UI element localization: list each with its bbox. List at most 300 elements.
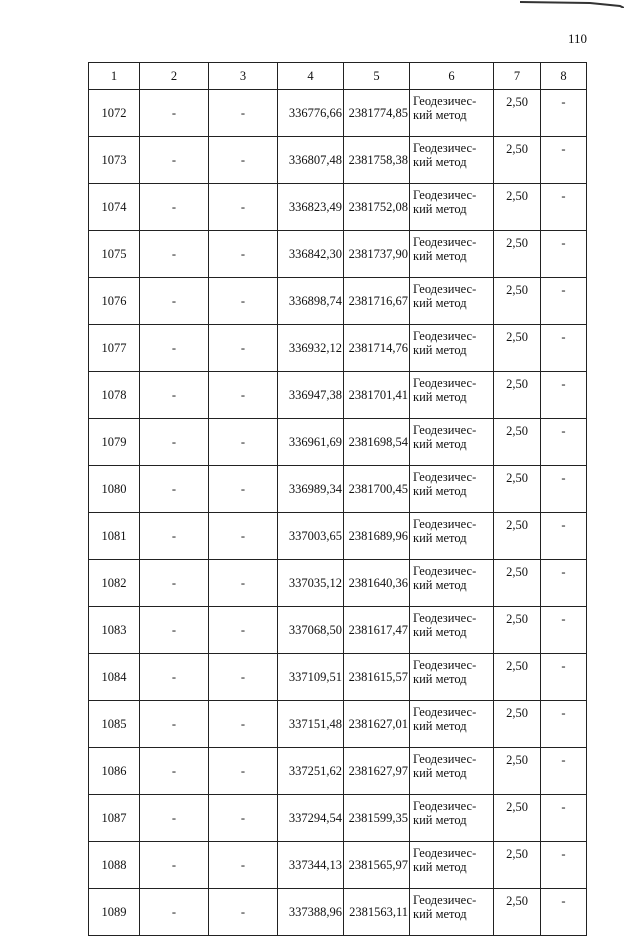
column-3-cell <box>209 278 278 325</box>
scan-corner-mark <box>520 0 624 8</box>
accuracy-cell-text: 2,50 <box>506 283 528 297</box>
column-3-cell <box>209 231 278 278</box>
column-8-cell <box>541 513 587 560</box>
point-number-cell <box>89 278 140 325</box>
coordinate-x-cell <box>278 560 344 607</box>
method-text-line: Геодезичес- <box>413 376 477 390</box>
table-row <box>89 513 587 560</box>
column-header: 1 <box>89 63 140 90</box>
column-3-cell-text: - <box>240 623 246 637</box>
method-text-line: Геодезичес- <box>413 564 477 578</box>
coordinate-x-cell-text: 336989,34 <box>288 482 342 496</box>
column-3-cell <box>209 325 278 372</box>
coordinate-y-cell <box>344 90 410 137</box>
method-text-line: кий метод <box>413 672 467 686</box>
accuracy-cell-text: 2,50 <box>506 189 528 203</box>
coordinate-y-cell-text: 2381714,76 <box>348 341 408 355</box>
column-3-cell <box>209 137 278 184</box>
coordinate-y-cell <box>344 231 410 278</box>
point-number-cell-text: 1084 <box>101 670 127 684</box>
column-2-cell-text: - <box>171 482 177 496</box>
column-8-cell <box>541 654 587 701</box>
accuracy-cell-text: 2,50 <box>506 236 528 250</box>
column-2-cell <box>140 654 209 701</box>
column-2-cell <box>140 513 209 560</box>
accuracy-cell-text: 2,50 <box>506 518 528 532</box>
coordinate-x-cell <box>278 184 344 231</box>
column-header: 4 <box>278 63 344 90</box>
coordinate-x-cell <box>278 607 344 654</box>
table-row <box>89 466 587 513</box>
coordinate-x-cell <box>278 654 344 701</box>
accuracy-cell <box>494 513 541 560</box>
column-2-cell <box>140 325 209 372</box>
table-row <box>89 748 587 795</box>
accuracy-cell-text: 2,50 <box>506 706 528 720</box>
column-2-cell-text: - <box>171 435 177 449</box>
column-8-cell-text: - <box>561 471 566 485</box>
column-8-cell <box>541 701 587 748</box>
column-8-cell-text: - <box>561 236 566 250</box>
coordinate-x-cell-text: 337294,54 <box>288 811 342 825</box>
point-number-cell <box>89 90 140 137</box>
column-8-cell <box>541 419 587 466</box>
point-number-cell <box>89 231 140 278</box>
accuracy-cell <box>494 795 541 842</box>
accuracy-cell <box>494 231 541 278</box>
column-2-cell-text: - <box>171 106 177 120</box>
method-text-line: кий метод <box>413 108 467 122</box>
coordinate-x-cell <box>278 372 344 419</box>
method-text-line: кий метод <box>413 860 467 874</box>
coordinate-x-cell <box>278 90 344 137</box>
method-cell <box>410 748 494 795</box>
coordinate-y-cell <box>344 748 410 795</box>
column-3-cell <box>209 513 278 560</box>
accuracy-cell <box>494 889 541 936</box>
coordinate-y-cell-text: 2381752,08 <box>348 200 408 214</box>
table-row <box>89 184 587 231</box>
column-header: 3 <box>209 63 278 90</box>
accuracy-cell <box>494 372 541 419</box>
point-number-cell-text: 1089 <box>101 905 127 919</box>
column-2-cell <box>140 184 209 231</box>
column-2-cell-text: - <box>171 623 177 637</box>
point-number-cell <box>89 419 140 466</box>
column-2-cell-text: - <box>171 247 177 261</box>
method-text-line: кий метод <box>413 766 467 780</box>
column-8-cell <box>541 795 587 842</box>
column-2-cell-text: - <box>171 153 177 167</box>
method-text-line: кий метод <box>413 390 467 404</box>
coordinates-table <box>88 62 587 936</box>
accuracy-cell-text: 2,50 <box>506 847 528 861</box>
column-2-cell <box>140 560 209 607</box>
coordinate-x-cell <box>278 419 344 466</box>
method-cell <box>410 701 494 748</box>
column-3-cell <box>209 701 278 748</box>
point-number-cell-text: 1077 <box>101 341 127 355</box>
accuracy-cell-text: 2,50 <box>506 894 528 908</box>
method-text-line: Геодезичес- <box>413 611 477 625</box>
coordinate-y-cell-text: 2381627,01 <box>348 717 408 731</box>
coordinate-y-cell <box>344 325 410 372</box>
method-text-line: кий метод <box>413 343 467 357</box>
column-3-cell <box>209 842 278 889</box>
column-8-cell <box>541 607 587 654</box>
column-8-cell-text: - <box>561 189 566 203</box>
method-text-line: кий метод <box>413 437 467 451</box>
method-text-line: Геодезичес- <box>413 188 477 202</box>
column-3-cell-text: - <box>240 717 246 731</box>
column-3-cell-text: - <box>240 670 246 684</box>
method-text-line: кий метод <box>413 155 467 169</box>
accuracy-cell-text: 2,50 <box>506 612 528 626</box>
coordinate-x-cell-text: 337151,48 <box>288 717 342 731</box>
column-2-cell <box>140 466 209 513</box>
coordinate-y-cell <box>344 654 410 701</box>
column-header: 6 <box>410 63 494 90</box>
column-8-cell <box>541 748 587 795</box>
column-3-cell <box>209 466 278 513</box>
coordinate-y-cell <box>344 513 410 560</box>
coordinate-x-cell <box>278 842 344 889</box>
coordinate-x-cell-text: 337251,62 <box>288 764 342 778</box>
column-2-cell <box>140 701 209 748</box>
coordinate-y-cell-text: 2381640,36 <box>348 576 408 590</box>
point-number-cell <box>89 607 140 654</box>
column-8-cell <box>541 325 587 372</box>
coordinate-y-cell-text: 2381758,38 <box>348 153 408 167</box>
column-3-cell-text: - <box>240 576 246 590</box>
point-number-cell-text: 1080 <box>101 482 127 496</box>
column-8-cell-text: - <box>561 142 566 156</box>
coordinate-y-cell <box>344 137 410 184</box>
method-text-line: кий метод <box>413 719 467 733</box>
method-cell <box>410 795 494 842</box>
coordinate-x-cell-text: 337003,65 <box>288 529 342 543</box>
method-cell <box>410 654 494 701</box>
point-number-cell-text: 1073 <box>101 153 127 167</box>
table-row <box>89 137 587 184</box>
coordinate-y-cell <box>344 372 410 419</box>
table-row <box>89 231 587 278</box>
coordinate-y-cell-text: 2381716,67 <box>348 294 408 308</box>
table-header-row <box>89 63 587 90</box>
point-number-cell <box>89 513 140 560</box>
method-text-line: кий метод <box>413 625 467 639</box>
method-cell <box>410 513 494 560</box>
column-8-cell-text: - <box>561 800 566 814</box>
point-number-cell-text: 1086 <box>101 764 127 778</box>
column-2-cell-text: - <box>171 717 177 731</box>
method-cell <box>410 466 494 513</box>
column-3-cell <box>209 607 278 654</box>
coordinate-x-cell-text: 336947,38 <box>288 388 342 402</box>
column-8-cell-text: - <box>561 424 566 438</box>
accuracy-cell-text: 2,50 <box>506 659 528 673</box>
column-8-cell <box>541 184 587 231</box>
column-2-cell-text: - <box>171 341 177 355</box>
coordinate-y-cell-text: 2381617,47 <box>348 623 408 637</box>
column-2-cell <box>140 90 209 137</box>
accuracy-cell <box>494 748 541 795</box>
coordinate-x-cell <box>278 889 344 936</box>
point-number-cell-text: 1081 <box>101 529 127 543</box>
column-header: 8 <box>541 63 587 90</box>
point-number-cell-text: 1082 <box>101 576 127 590</box>
method-cell <box>410 889 494 936</box>
method-text-line: Геодезичес- <box>413 470 477 484</box>
column-8-cell <box>541 466 587 513</box>
coordinate-y-cell-text: 2381774,85 <box>348 106 408 120</box>
accuracy-cell <box>494 842 541 889</box>
point-number-cell <box>89 560 140 607</box>
coordinate-x-cell-text: 336842,30 <box>288 247 342 261</box>
coordinate-y-cell <box>344 184 410 231</box>
method-text-line: Геодезичес- <box>413 94 477 108</box>
column-3-cell-text: - <box>240 905 246 919</box>
point-number-cell-text: 1085 <box>101 717 127 731</box>
method-text-line: Геодезичес- <box>413 658 477 672</box>
method-text-line: Геодезичес- <box>413 799 477 813</box>
accuracy-cell <box>494 607 541 654</box>
column-8-cell-text: - <box>561 659 566 673</box>
coordinate-x-cell <box>278 795 344 842</box>
column-3-cell-text: - <box>240 153 246 167</box>
coordinate-x-cell <box>278 325 344 372</box>
accuracy-cell <box>494 701 541 748</box>
column-2-cell-text: - <box>171 670 177 684</box>
coordinate-y-cell <box>344 278 410 325</box>
column-3-cell <box>209 560 278 607</box>
accuracy-cell-text: 2,50 <box>506 800 528 814</box>
coordinate-x-cell-text: 336961,69 <box>288 435 342 449</box>
method-text-line: Геодезичес- <box>413 423 477 437</box>
coordinate-y-cell-text: 2381615,57 <box>348 670 408 684</box>
method-cell <box>410 372 494 419</box>
column-2-cell-text: - <box>171 294 177 308</box>
column-3-cell <box>209 889 278 936</box>
column-3-cell <box>209 184 278 231</box>
method-text-line: кий метод <box>413 907 467 921</box>
column-3-cell-text: - <box>240 858 246 872</box>
coordinate-y-cell <box>344 419 410 466</box>
column-2-cell-text: - <box>171 905 177 919</box>
point-number-cell-text: 1074 <box>101 200 127 214</box>
method-cell <box>410 137 494 184</box>
column-8-cell <box>541 842 587 889</box>
method-text-line: Геодезичес- <box>413 329 477 343</box>
accuracy-cell-text: 2,50 <box>506 330 528 344</box>
page-number: 110 <box>568 31 588 46</box>
point-number-cell <box>89 372 140 419</box>
table-row <box>89 325 587 372</box>
method-text-line: Геодезичес- <box>413 846 477 860</box>
method-text-line: кий метод <box>413 531 467 545</box>
coordinate-y-cell <box>344 466 410 513</box>
point-number-cell-text: 1088 <box>101 858 127 872</box>
point-number-cell-text: 1079 <box>101 435 127 449</box>
method-cell <box>410 325 494 372</box>
column-8-cell-text: - <box>561 283 566 297</box>
method-text-line: кий метод <box>413 484 467 498</box>
point-number-cell <box>89 184 140 231</box>
point-number-cell <box>89 748 140 795</box>
coordinate-y-cell-text: 2381689,96 <box>348 529 408 543</box>
coordinate-y-cell <box>344 795 410 842</box>
coordinate-x-cell-text: 337109,51 <box>288 670 342 684</box>
column-8-cell <box>541 560 587 607</box>
method-text-line: кий метод <box>413 813 467 827</box>
method-cell <box>410 560 494 607</box>
point-number-cell-text: 1083 <box>101 623 127 637</box>
coordinate-y-cell <box>344 607 410 654</box>
method-cell <box>410 184 494 231</box>
column-2-cell <box>140 419 209 466</box>
column-2-cell <box>140 889 209 936</box>
point-number-cell <box>89 889 140 936</box>
coordinate-x-cell-text: 337388,96 <box>288 905 342 919</box>
column-2-cell <box>140 372 209 419</box>
accuracy-cell <box>494 90 541 137</box>
column-header: 7 <box>494 63 541 90</box>
column-2-cell-text: - <box>171 576 177 590</box>
column-3-cell <box>209 90 278 137</box>
point-number-cell-text: 1078 <box>101 388 127 402</box>
column-8-cell <box>541 231 587 278</box>
column-3-cell-text: - <box>240 106 246 120</box>
column-2-cell-text: - <box>171 388 177 402</box>
column-8-cell <box>541 372 587 419</box>
method-text-line: кий метод <box>413 296 467 310</box>
accuracy-cell <box>494 654 541 701</box>
point-number-cell-text: 1087 <box>101 811 127 825</box>
method-text-line: кий метод <box>413 202 467 216</box>
column-8-cell-text: - <box>561 612 566 626</box>
coordinate-x-cell-text: 336807,48 <box>288 153 342 167</box>
column-3-cell-text: - <box>240 341 246 355</box>
column-8-cell-text: - <box>561 518 566 532</box>
accuracy-cell-text: 2,50 <box>506 471 528 485</box>
point-number-cell-text: 1076 <box>101 294 127 308</box>
column-2-cell <box>140 607 209 654</box>
column-2-cell-text: - <box>171 858 177 872</box>
accuracy-cell <box>494 466 541 513</box>
method-cell <box>410 842 494 889</box>
column-2-cell-text: - <box>171 200 177 214</box>
accuracy-cell-text: 2,50 <box>506 565 528 579</box>
coordinate-y-cell-text: 2381698,54 <box>348 435 408 449</box>
point-number-cell <box>89 137 140 184</box>
column-2-cell <box>140 842 209 889</box>
column-8-cell-text: - <box>561 753 566 767</box>
accuracy-cell <box>494 184 541 231</box>
coordinate-x-cell-text: 336932,12 <box>288 341 342 355</box>
coordinate-y-cell-text: 2381701,41 <box>348 388 408 402</box>
coordinate-y-cell <box>344 842 410 889</box>
column-3-cell-text: - <box>240 294 246 308</box>
table-row <box>89 889 587 936</box>
column-3-cell <box>209 748 278 795</box>
column-3-cell <box>209 795 278 842</box>
method-text-line: кий метод <box>413 578 467 592</box>
accuracy-cell <box>494 560 541 607</box>
method-cell <box>410 278 494 325</box>
method-cell <box>410 231 494 278</box>
accuracy-cell-text: 2,50 <box>506 95 528 109</box>
column-8-cell-text: - <box>561 565 566 579</box>
column-8-cell <box>541 90 587 137</box>
column-3-cell-text: - <box>240 764 246 778</box>
table-row <box>89 419 587 466</box>
column-3-cell-text: - <box>240 388 246 402</box>
column-2-cell-text: - <box>171 811 177 825</box>
accuracy-cell <box>494 278 541 325</box>
coordinate-x-cell-text: 337035,12 <box>288 576 342 590</box>
coordinate-x-cell <box>278 701 344 748</box>
coordinate-y-cell-text: 2381563,11 <box>349 905 408 919</box>
table-row <box>89 842 587 889</box>
column-3-cell-text: - <box>240 529 246 543</box>
point-number-cell <box>89 466 140 513</box>
coordinate-x-cell <box>278 513 344 560</box>
method-text-line: Геодезичес- <box>413 141 477 155</box>
column-8-cell <box>541 137 587 184</box>
method-text-line: Геодезичес- <box>413 893 477 907</box>
column-8-cell-text: - <box>561 330 566 344</box>
column-3-cell-text: - <box>240 200 246 214</box>
accuracy-cell-text: 2,50 <box>506 142 528 156</box>
column-2-cell-text: - <box>171 529 177 543</box>
point-number-cell <box>89 795 140 842</box>
coordinate-x-cell <box>278 137 344 184</box>
column-8-cell-text: - <box>561 377 566 391</box>
column-3-cell <box>209 419 278 466</box>
method-text-line: Геодезичес- <box>413 752 477 766</box>
method-cell <box>410 607 494 654</box>
column-2-cell-text: - <box>171 764 177 778</box>
point-number-cell-text: 1075 <box>101 247 127 261</box>
column-3-cell-text: - <box>240 435 246 449</box>
coordinate-y-cell-text: 2381700,45 <box>348 482 408 496</box>
coordinate-x-cell-text: 336776,66 <box>288 106 342 120</box>
coordinate-y-cell <box>344 889 410 936</box>
column-3-cell-text: - <box>240 482 246 496</box>
column-2-cell <box>140 231 209 278</box>
coordinate-x-cell <box>278 748 344 795</box>
point-number-cell <box>89 325 140 372</box>
column-8-cell <box>541 278 587 325</box>
column-3-cell <box>209 654 278 701</box>
accuracy-cell <box>494 137 541 184</box>
method-text-line: кий метод <box>413 249 467 263</box>
coordinate-x-cell <box>278 466 344 513</box>
column-8-cell-text: - <box>561 95 566 109</box>
coordinate-y-cell-text: 2381737,90 <box>348 247 408 261</box>
column-2-cell <box>140 748 209 795</box>
coordinate-y-cell-text: 2381627,97 <box>348 764 408 778</box>
method-text-line: Геодезичес- <box>413 517 477 531</box>
table-row <box>89 795 587 842</box>
column-header: 2 <box>140 63 209 90</box>
table-row <box>89 654 587 701</box>
column-2-cell <box>140 137 209 184</box>
table-row <box>89 701 587 748</box>
coordinate-x-cell-text: 336898,74 <box>288 294 342 308</box>
column-8-cell-text: - <box>561 706 566 720</box>
accuracy-cell <box>494 419 541 466</box>
